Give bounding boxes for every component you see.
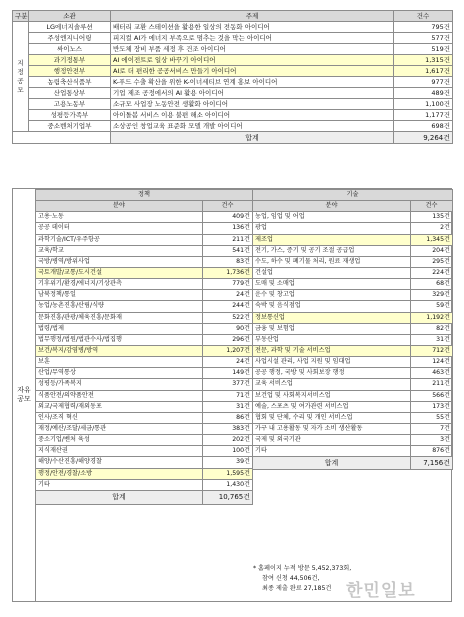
table-row (13, 121, 453, 132)
table-row (36, 479, 253, 490)
count-cell: 149건 (203, 368, 253, 379)
topic-cell: AI로 더 편리한 공공서비스 만들기 아이디어 (111, 66, 394, 77)
count-cell: 135건 (411, 212, 453, 223)
ministry-cell: 산업통상부 (29, 88, 111, 99)
topic-cell: 반도체 장비 부품 세정 후 건조 아이디어 (111, 44, 394, 55)
table-row (253, 423, 453, 434)
field-cell: 고용·노동 (36, 212, 203, 223)
count-cell: 577건 (394, 33, 453, 44)
field-cell: 정보통신업 (253, 312, 411, 323)
policy-title: 정책 (36, 190, 253, 201)
table-row (13, 33, 453, 44)
total-value: 7,156건 (411, 457, 453, 470)
count-cell: 3건 (411, 435, 453, 446)
count-cell: 795건 (394, 22, 453, 33)
field-cell: 행정/안전/경찰/소방 (36, 468, 203, 479)
field-cell: 교육/학교 (36, 245, 203, 256)
count-cell: 39건 (203, 457, 253, 468)
ministry-cell: 행정안전부 (29, 66, 111, 77)
count-cell: 173건 (411, 401, 453, 412)
field-cell: 지식재산권 (36, 446, 203, 457)
field-cell: 성평등/가족복지 (36, 379, 203, 390)
tech-title: 기술 (253, 190, 453, 201)
table-row (36, 345, 253, 356)
total-value: 10,765건 (203, 490, 253, 504)
ministry-cell: 중소벤처기업부 (29, 121, 111, 132)
policy-col-count: 건수 (203, 201, 253, 212)
policy-col-field: 분야 (36, 201, 203, 212)
designated-table (12, 10, 453, 144)
table-row (36, 223, 253, 234)
table-row (253, 312, 453, 323)
field-cell: 보건/복지/감염병/방역 (36, 345, 203, 356)
watermark-logo: 한민일보 (346, 581, 416, 601)
field-cell: 보건업 및 사회복지서비스업 (253, 390, 411, 401)
count-cell: 541건 (203, 245, 253, 256)
ministry-cell: 싸이노스 (29, 44, 111, 55)
ministry-cell: 과기정통부 (29, 55, 111, 66)
field-cell: 수도, 하수 및 폐기물 처리, 원료 재생업 (253, 256, 411, 267)
count-cell: 24건 (203, 357, 253, 368)
field-cell: 국토개발/교통/도시건설 (36, 267, 203, 278)
note-line: * 홈페이지 누적 방문 5,452,373회, (253, 565, 352, 572)
count-cell: 59건 (411, 301, 453, 312)
field-cell: 외교/국제협력/재외동포 (36, 401, 203, 412)
field-cell: 기타 (36, 479, 203, 490)
table-row (36, 301, 253, 312)
field-cell: 도매 및 소매업 (253, 279, 411, 290)
count-cell: 1,177건 (394, 110, 453, 121)
count-cell: 409건 (203, 212, 253, 223)
count-cell: 1,207건 (203, 345, 253, 356)
count-cell: 204건 (411, 245, 453, 256)
table-row (253, 390, 453, 401)
field-cell: 중소기업/벤처 육성 (36, 435, 203, 446)
table-row (36, 379, 253, 390)
ministry-cell: 고용노동부 (29, 99, 111, 110)
field-cell: 예술, 스포츠 및 여가관련 서비스업 (253, 401, 411, 412)
field-cell: 농업, 임업 및 어업 (253, 212, 411, 223)
field-cell: 금융 및 보험업 (253, 323, 411, 334)
count-cell: 82건 (411, 323, 453, 334)
table-row (36, 390, 253, 401)
count-cell: 68건 (411, 279, 453, 290)
count-cell: 124건 (411, 357, 453, 368)
field-cell: 국제 및 외국기관 (253, 435, 411, 446)
table-row (36, 457, 253, 468)
table-row (253, 212, 453, 223)
table-row (253, 290, 453, 301)
count-cell: 100건 (203, 446, 253, 457)
table-row (36, 423, 253, 434)
count-cell: 31건 (203, 401, 253, 412)
count-cell: 329건 (411, 290, 453, 301)
table-row (13, 22, 453, 33)
table-row (13, 88, 453, 99)
table-row (253, 412, 453, 423)
table-row (13, 77, 453, 88)
table-row (253, 446, 453, 457)
total-value: 9,264건 (394, 132, 453, 144)
field-cell: 제조업 (253, 234, 411, 245)
count-cell: 1,736건 (203, 267, 253, 278)
count-cell: 463건 (411, 368, 453, 379)
field-cell: 과학기술/ICT/우주항공 (36, 234, 203, 245)
table-row (36, 212, 253, 223)
field-cell: 전문, 과학 및 기술 서비스업 (253, 345, 411, 356)
count-cell: 211건 (203, 234, 253, 245)
field-cell: 교육 서비스업 (253, 379, 411, 390)
table-row (253, 301, 453, 312)
table-row (36, 368, 253, 379)
table-row (36, 357, 253, 368)
ministry-cell: 성평등가족부 (29, 110, 111, 121)
free-call-section (12, 188, 452, 602)
table-row (36, 290, 253, 301)
table-row (253, 245, 453, 256)
table-row (253, 279, 453, 290)
field-cell: 농업/농촌진흥/산림/식량 (36, 301, 203, 312)
total-label: 합계 (253, 457, 411, 470)
total-spacer (13, 132, 111, 144)
count-cell: 519건 (394, 44, 453, 55)
field-cell: 건설업 (253, 267, 411, 278)
table-row (13, 55, 453, 66)
count-cell: 779건 (203, 279, 253, 290)
field-cell: 사업시설 관리, 사업 지원 및 임대업 (253, 357, 411, 368)
count-cell: 712건 (411, 345, 453, 356)
table-row (253, 234, 453, 245)
table-row (36, 412, 253, 423)
table-row (253, 357, 453, 368)
count-cell: 86건 (203, 412, 253, 423)
topic-cell: K-푸드 수출 확산을 위한 K-이너세티브 연계 홍보 아이디어 (111, 77, 394, 88)
field-cell: 산업/무역통상 (36, 368, 203, 379)
ministry-cell: 농림축산식품부 (29, 77, 111, 88)
field-cell: 남북정책/통일 (36, 290, 203, 301)
field-cell: 기타 (253, 446, 411, 457)
table-row (253, 267, 453, 278)
table-row (253, 368, 453, 379)
count-cell: 83건 (203, 256, 253, 267)
designated-group-label: 지정 공모 (13, 22, 29, 132)
table-row (13, 99, 453, 110)
field-cell: 보훈 (36, 357, 203, 368)
policy-total-row (36, 490, 253, 504)
field-cell: 부동산업 (253, 334, 411, 345)
count-cell: 977건 (394, 77, 453, 88)
count-cell: 383건 (203, 423, 253, 434)
header-count: 건수 (394, 11, 453, 22)
table-row (253, 435, 453, 446)
count-cell: 211건 (411, 379, 453, 390)
count-cell: 1,100건 (394, 99, 453, 110)
field-cell: 가구 내 고용활동 및 자가 소비 생산활동 (253, 423, 411, 434)
table-row (13, 66, 453, 77)
count-cell: 202건 (203, 435, 253, 446)
topic-cell: 소규모 사업장 노동안전 생활화 아이디어 (111, 99, 394, 110)
count-cell: 7건 (411, 423, 453, 434)
count-cell: 296건 (203, 334, 253, 345)
count-cell: 1,617건 (394, 66, 453, 77)
field-cell: 재정/예산/조달/세금/통관 (36, 423, 203, 434)
table-row (36, 446, 253, 457)
free-group-label: 자유 공모 (13, 189, 36, 601)
field-cell: 광업 (253, 223, 411, 234)
tech-table (252, 189, 453, 470)
ministry-cell: 주성엔지니어링 (29, 33, 111, 44)
topic-cell: 배터리 교환 스테이션을 활용한 일상의 전동화 아이디어 (111, 22, 394, 33)
table-row (36, 312, 253, 323)
table-row (253, 256, 453, 267)
designated-header-row (13, 11, 453, 22)
table-row (13, 44, 453, 55)
tech-col-count: 건수 (411, 201, 453, 212)
table-row (253, 334, 453, 345)
count-cell: 876건 (411, 446, 453, 457)
table-row (253, 223, 453, 234)
table-row (36, 323, 253, 334)
tech-col-field: 분야 (253, 201, 411, 212)
count-cell: 1,430건 (203, 479, 253, 490)
count-cell: 377건 (203, 379, 253, 390)
table-row (36, 468, 253, 479)
topic-cell: 소상공인 창업교육 표준화 모델 개발 아이디어 (111, 121, 394, 132)
header-ministry: 소관 (29, 11, 111, 22)
table-row (13, 110, 453, 121)
count-cell: 1,315건 (394, 55, 453, 66)
ministry-cell: LG에너지솔루션 (29, 22, 111, 33)
table-row (36, 234, 253, 245)
topic-cell: AI 에이전트로 일상 바꾸기 아이디어 (111, 55, 394, 66)
header-type: 구분 (13, 11, 29, 22)
visit-notes (253, 564, 351, 594)
count-cell: 90건 (203, 323, 253, 334)
count-cell: 24건 (203, 290, 253, 301)
field-cell: 해양/수산진흥/해양경찰 (36, 457, 203, 468)
count-cell: 489건 (394, 88, 453, 99)
topic-cell: 아이돌봄 서비스 이용 불편 해소 아이디어 (111, 110, 394, 121)
count-cell: 2건 (411, 223, 453, 234)
table-row (36, 279, 253, 290)
table-row (36, 401, 253, 412)
count-cell: 1,345건 (411, 234, 453, 245)
table-row (36, 267, 253, 278)
count-cell: 55건 (411, 412, 453, 423)
table-row (36, 334, 253, 345)
field-cell: 식품안전/의약품안전 (36, 390, 203, 401)
topic-cell: 기업 제조 공정에서의 AI 활용 아이디어 (111, 88, 394, 99)
count-cell: 522건 (203, 312, 253, 323)
field-cell: 공공 데이터 (36, 223, 203, 234)
total-label: 합계 (36, 490, 203, 504)
field-cell: 운수 및 창고업 (253, 290, 411, 301)
count-cell: 566건 (411, 390, 453, 401)
tech-total-row (253, 457, 453, 470)
note-line: 참여 신청 44,506건, (262, 575, 320, 582)
table-row (253, 401, 453, 412)
table-row (36, 245, 253, 256)
field-cell: 협회 및 단체, 수리 및 개인 서비스업 (253, 412, 411, 423)
field-cell: 전기, 가스, 증기 및 공기 조절 공급업 (253, 245, 411, 256)
table-row (253, 345, 453, 356)
field-cell: 법령/법제 (36, 323, 203, 334)
count-cell: 698건 (394, 121, 453, 132)
field-cell: 법무행정/법원/법관수사/법집행 (36, 334, 203, 345)
count-cell: 1,595건 (203, 468, 253, 479)
table-row (253, 323, 453, 334)
field-cell: 인사/조직 혁신 (36, 412, 203, 423)
table-row (36, 435, 253, 446)
header-topic: 주제 (111, 11, 394, 22)
count-cell: 71건 (203, 390, 253, 401)
field-cell: 기후위기/환경/에너지/기상관측 (36, 279, 203, 290)
count-cell: 295건 (411, 256, 453, 267)
designated-total-row (13, 132, 453, 144)
field-cell: 숙박 및 음식점업 (253, 301, 411, 312)
count-cell: 136건 (203, 223, 253, 234)
policy-table (35, 189, 253, 505)
note-line: 최종 제출 완료 27,185건 (262, 585, 332, 592)
count-cell: 1,192건 (411, 312, 453, 323)
table-row (253, 379, 453, 390)
count-cell: 31건 (411, 334, 453, 345)
count-cell: 224건 (411, 267, 453, 278)
count-cell: 244건 (203, 301, 253, 312)
topic-cell: 피지컬 AI가 에너지 부족으로 멈추는 것을 막는 아이디어 (111, 33, 394, 44)
total-label: 합계 (111, 132, 394, 144)
table-row (36, 256, 253, 267)
field-cell: 공공 행정, 국방 및 사회보장 행정 (253, 368, 411, 379)
field-cell: 국방/병역/방위사업 (36, 256, 203, 267)
field-cell: 문화진흥/관광/체육진흥/문화재 (36, 312, 203, 323)
